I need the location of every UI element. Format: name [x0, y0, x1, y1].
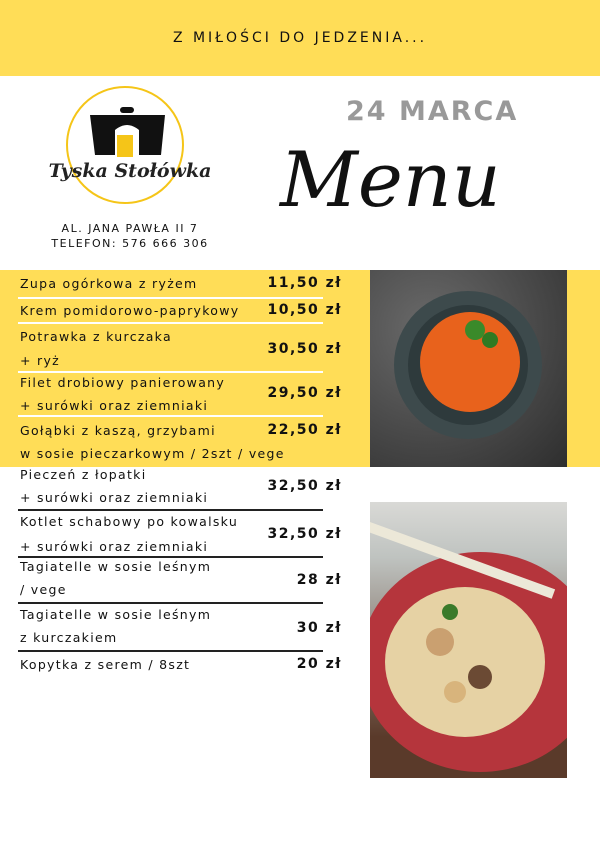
- item-price: 32,50 zł: [267, 478, 342, 494]
- item-name: Krem pomidorowo-paprykowy: [20, 303, 240, 318]
- divider: [18, 509, 323, 511]
- pot-icon: [85, 105, 170, 165]
- address: AL. JANA PAWŁA II 7: [61, 222, 199, 235]
- item-name: Zupa ogórkowa z ryżem: [20, 276, 198, 291]
- item-price: 32,50 zł: [267, 526, 342, 542]
- date: 24 MARCA: [346, 96, 519, 127]
- divider: [18, 650, 323, 652]
- item-detail: + surówki oraz ziemniaki: [20, 490, 209, 505]
- divider: [18, 556, 323, 558]
- item-price: 20 zł: [296, 656, 342, 672]
- item-detail: + ryż: [20, 353, 61, 368]
- item-name: Gołąbki z kaszą, grzybami: [20, 423, 216, 438]
- item-name: Potrawka z kurczaka: [20, 329, 172, 344]
- item-detail: + surówki oraz ziemniaki: [20, 398, 209, 413]
- divider: [18, 371, 323, 373]
- item-name: Kopytka z serem / 8szt: [20, 657, 191, 672]
- phone: TELEFON: 576 666 306: [51, 237, 209, 250]
- item-detail: + surówki oraz ziemniaki: [20, 539, 209, 554]
- item-detail: / vege: [20, 582, 67, 597]
- soup-photo: [370, 270, 567, 467]
- logo-text: Tyska Stołówka: [48, 160, 212, 182]
- divider: [18, 322, 323, 324]
- divider: [18, 415, 323, 417]
- item-price: 10,50 zł: [267, 302, 342, 318]
- item-name: Kotlet schabowy po kowalsku: [20, 514, 239, 529]
- item-price: 30 zł: [296, 620, 342, 636]
- item-name: Tagiatelle w sosie leśnym: [20, 607, 212, 622]
- item-price: 11,50 zł: [267, 275, 342, 291]
- item-name: Tagiatelle w sosie leśnym: [20, 559, 212, 574]
- item-price: 28 zł: [296, 572, 342, 588]
- cup-icon: [117, 135, 133, 157]
- divider: [18, 602, 323, 604]
- item-detail: z kurczakiem: [20, 630, 118, 645]
- item-name: Filet drobiowy panierowany: [20, 375, 226, 390]
- item-name: Pieczeń z łopatki: [20, 467, 147, 482]
- item-detail: w sosie pieczarkowym / 2szt / vege: [20, 446, 285, 461]
- item-price: 29,50 zł: [267, 385, 342, 401]
- item-price: 30,50 zł: [267, 341, 342, 357]
- tagline: Z MIŁOŚCI DO JEDZENIA...: [172, 30, 428, 46]
- menu-title: Menu: [280, 135, 501, 224]
- pasta-photo: [370, 502, 567, 778]
- item-price: 22,50 zł: [267, 422, 342, 438]
- divider: [18, 297, 323, 299]
- top-banner: [0, 0, 600, 76]
